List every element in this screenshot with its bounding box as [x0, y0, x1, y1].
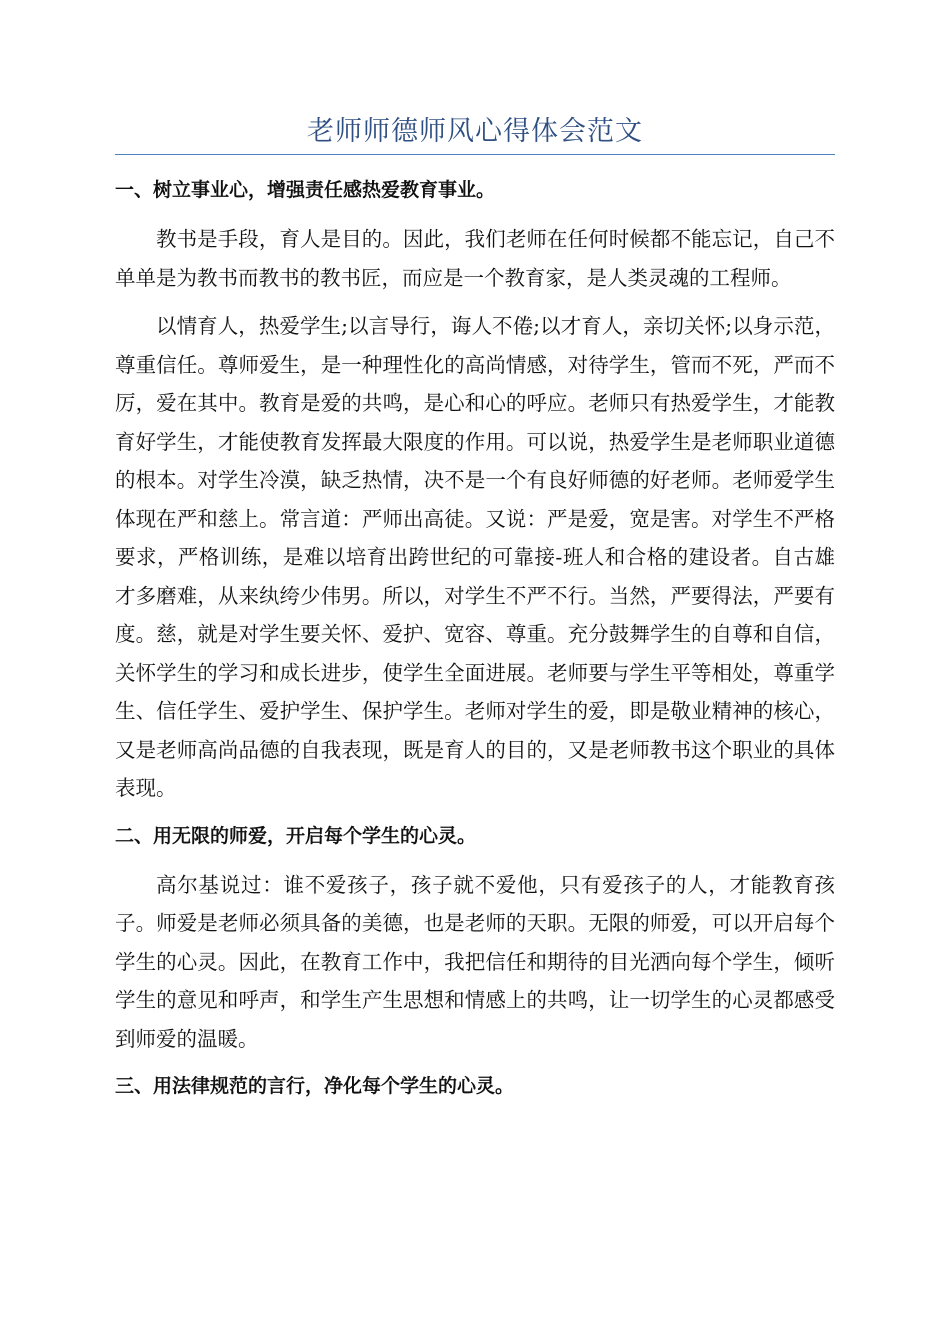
document-title: 老师师德师风心得体会范文: [307, 116, 643, 147]
paragraph: 教书是手段，育人是目的。因此，我们老师在任何时候都不能忘记，自己不单单是为教书而教书的教书匠，而应是一个教育家，是人类灵魂的工程师。: [115, 227, 835, 290]
document-body: [115, 172, 835, 1116]
paragraph: 以情育人，热爱学生;以言导行，诲人不倦;以才育人，亲切关怀;以身示范，尊重信任。尊师爱生，是一种理性化的高尚情感，对待学生，管而不死，严而不厉，爱在其中。教育是爱的共鸣，是心和心的呼应。老师只有热爱学生，才能教育好学生，才能使教育发挥最大限度的作用。可以说，热爱学生是老师职业道德的根本。对学生冷漠，缺乏热情，决不是一个有良好师德的好老师。老师爱学生体现在严和慈上。常言道：严师出高徒。又说：严是爱，宽是害。对学生不严格要求，严格训练，是难以培育出跨世纪的可靠接-班人和合格的建设者。自古雄才多磨难，从来纨绔少伟男。所以，对学生不严不行。当然，严要得法，严要有度。慈，就是对学生要关怀、爱护、宽容、尊重。充分鼓舞学生的自尊和自信，关怀学生的学习和成长进步，使学生全面进展。老师要与学生平等相处，尊重学生、信任学生、爱护学生、保护学生。老师对学生的爱，即是敬业精神的核心，又是老师高尚品德的自我表现，既是育人的目的，又是老师教书这个职业的具体表现。: [115, 314, 835, 800]
section-heading-1: 一、树立事业心，增强责任感热爱教育事业。: [115, 179, 496, 201]
title-underline: [115, 154, 835, 155]
section-heading-2: 二、用无限的师爱，开启每个学生的心灵。: [115, 824, 477, 847]
paragraph: 高尔基说过：谁不爱孩子，孩子就不爱他，只有爱孩子的人，才能教育孩子。师爱是老师必须具备的美德，也是老师的天职。无限的师爱，可以开启每个学生的心灵。因此，在教育工作中，我把信任和期待的目光洒向每个学生，倾听学生的意见和呼声，和学生产生思想和情感上的共鸣，让一切学生的心灵都感受到师爱的温暖。: [115, 872, 835, 1051]
section-heading-3: 三、用法律规范的言行，净化每个学生的心灵。: [115, 1075, 515, 1097]
